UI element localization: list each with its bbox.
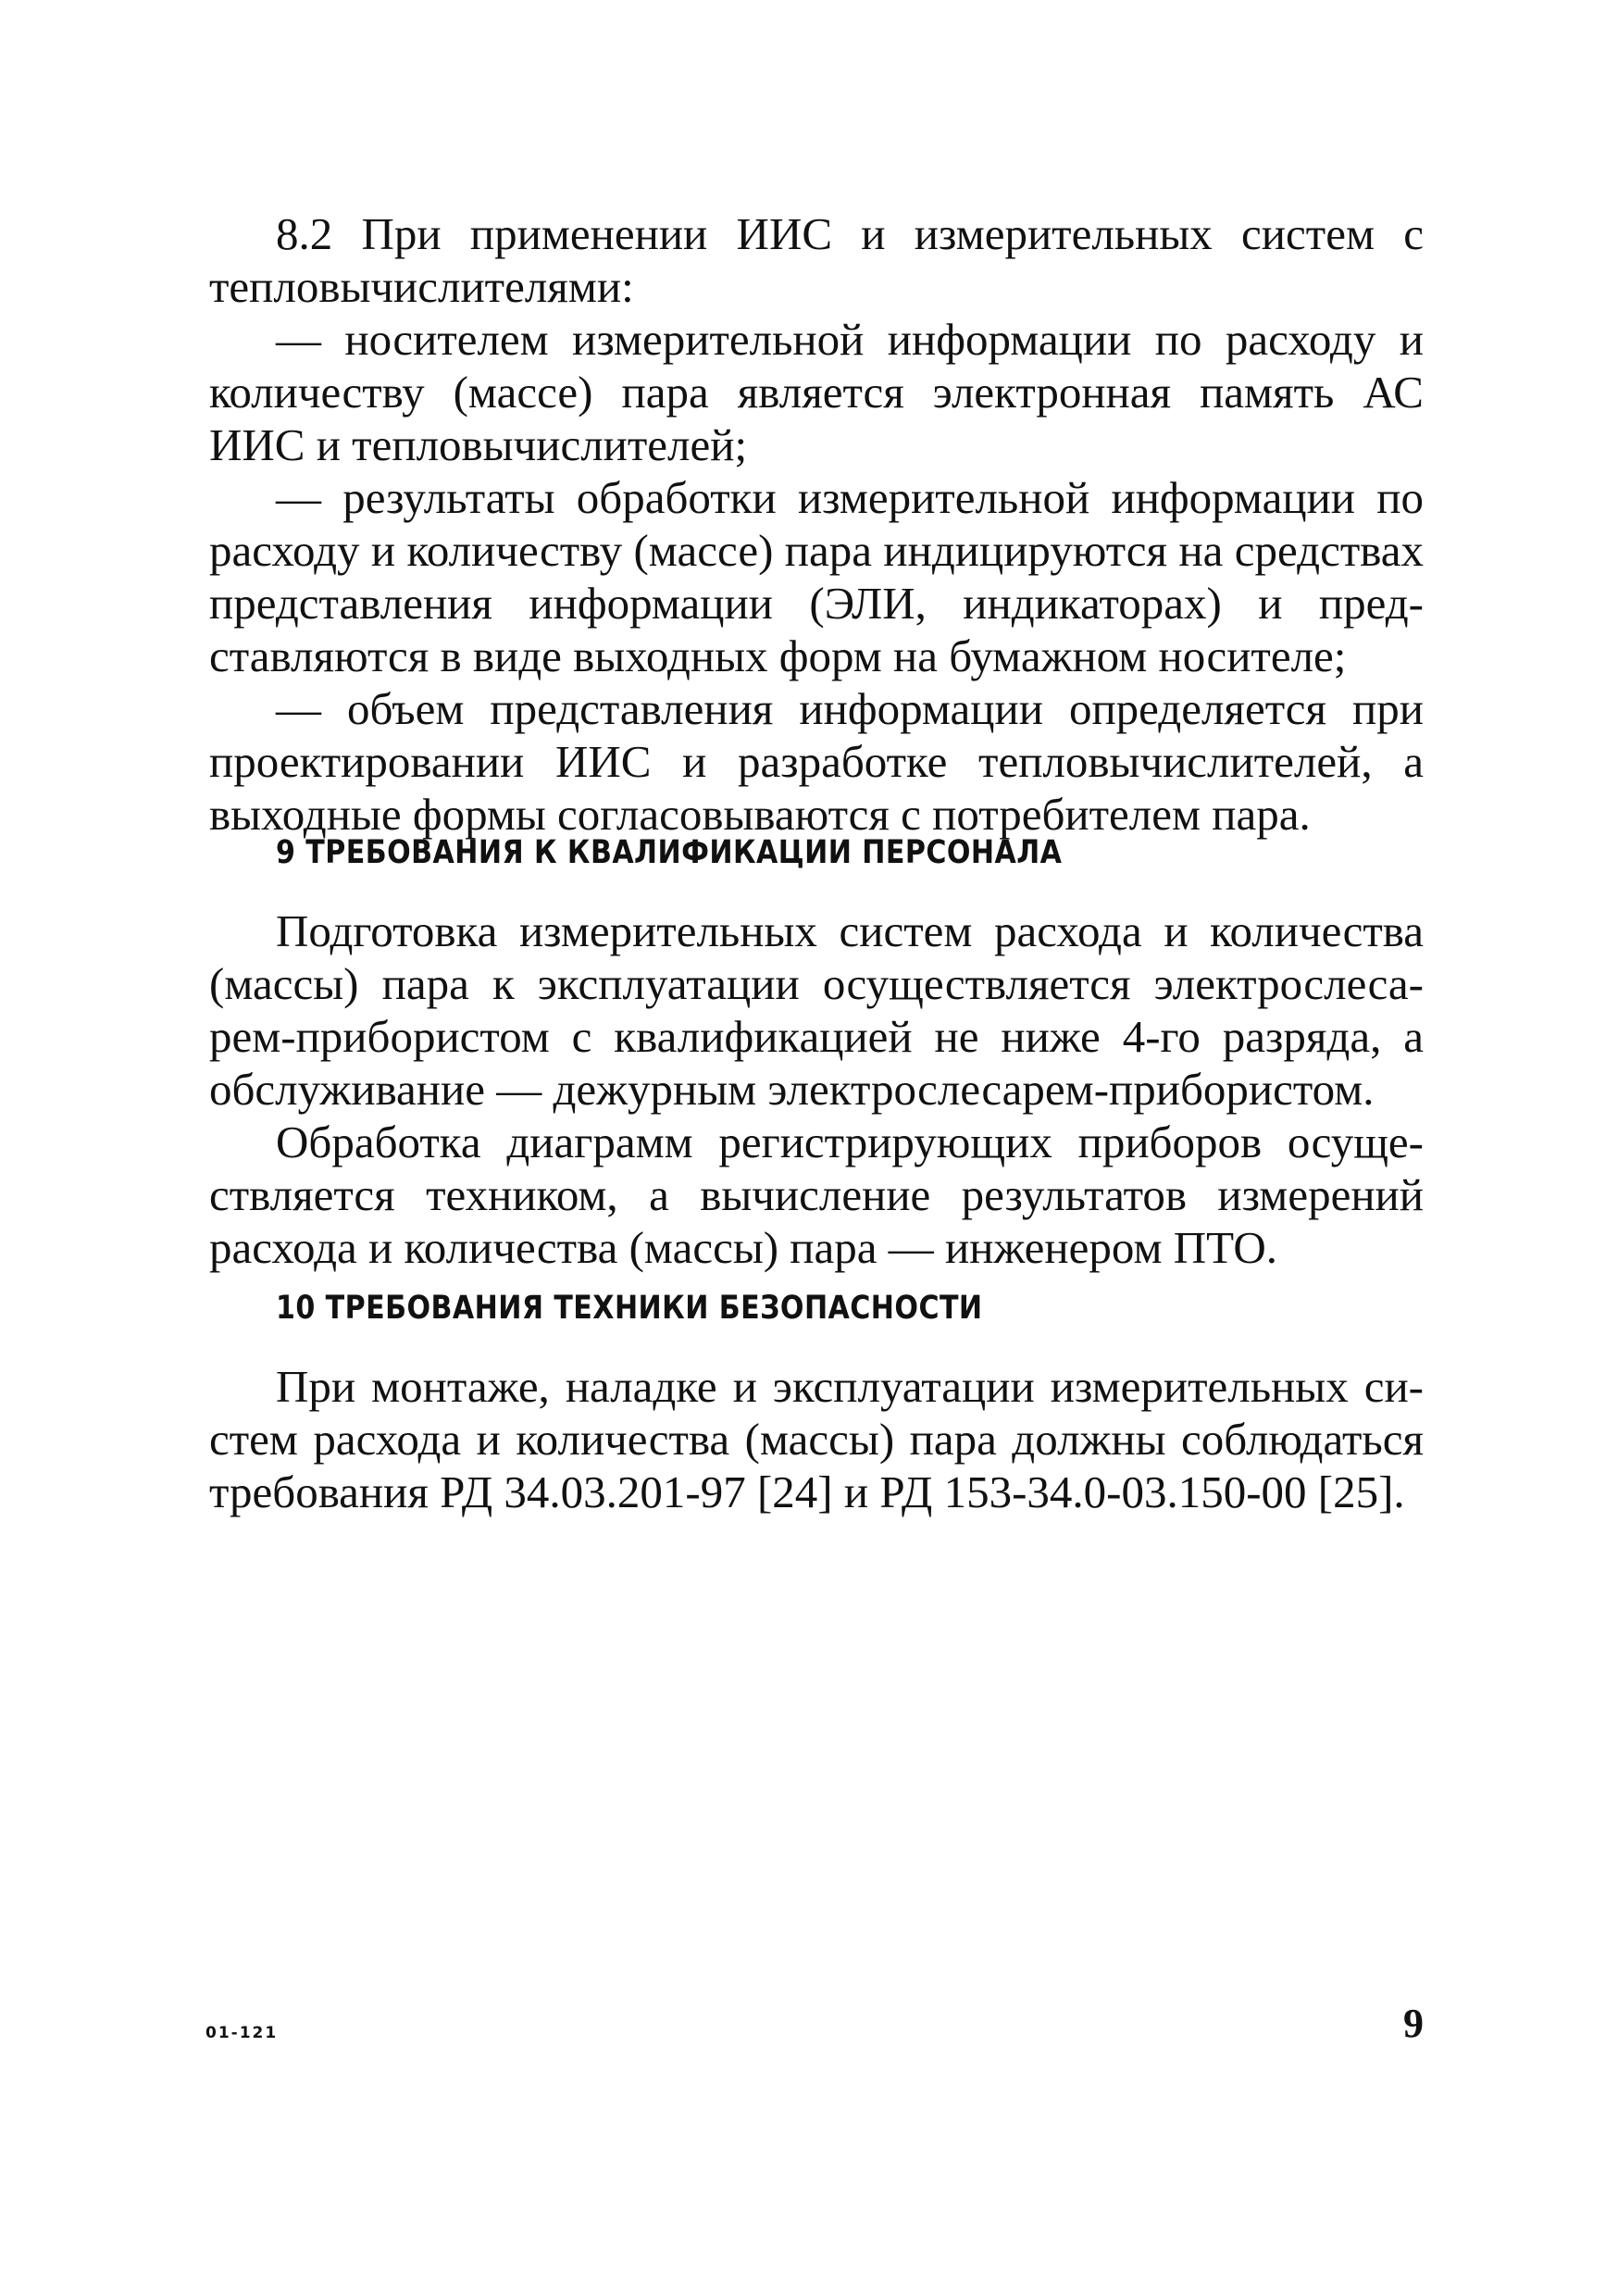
section-8-text [209, 207, 1424, 841]
section-9-text [209, 905, 1424, 1274]
section-10-heading: 10 ТРЕБОВАНИЯ ТЕХНИКИ БЕЗОПАСНОСТИ [276, 1290, 983, 1327]
paragraph: 8.2 При применении ИИС и измерительных систем с тепловычислителями: [209, 208, 1424, 312]
paragraph: При монтаже, наладке и эксплуатации измерительных систем расхода и количества (массы) пара должны соблюдаться требования РД 34.03.201-97 [24] и РД 153-34.0-03.150-00 [25]. [209, 1361, 1424, 1517]
list-item: — результаты обработки измерительной информации по расходу и количеству (массе) пара индицируются на средствах представления информации (ЭЛИ, индикаторах) и представляются в виде выходных форм на бумажном носителе; [209, 472, 1424, 681]
page-number: 9 [1403, 2001, 1424, 2046]
paragraph: Подготовка измерительных систем расхода и количества (массы) пара к эксплуатации осуществляется электрослесарем-прибористом с квалификацией не ниже 4-го разряда, а обслуживание — дежурным электрослесарем-прибористом. [209, 905, 1424, 1115]
section-10-text [209, 1360, 1424, 1518]
list-item: — объем представления информации определяется при проектировании ИИС и разработке тепловычислителей, а выходные формы согласовываются с потребителем пара. [209, 683, 1424, 840]
document-code: 01-121 [205, 2024, 279, 2042]
section-9-heading: 9 ТРЕБОВАНИЯ К КВАЛИФИКАЦИИ ПЕРСОНАЛА [276, 834, 1063, 871]
paragraph: Обработка диаграмм регистрирующих приборов осуществляется техником, а вычисление результатов измерений расхода и количества (массы) пара — инженером ПТО. [209, 1117, 1424, 1273]
list-item: — носителем измерительной информации по расходу и количеству (массе) пара является электронная память АС ИИС и тепловычислителей; [209, 314, 1424, 470]
